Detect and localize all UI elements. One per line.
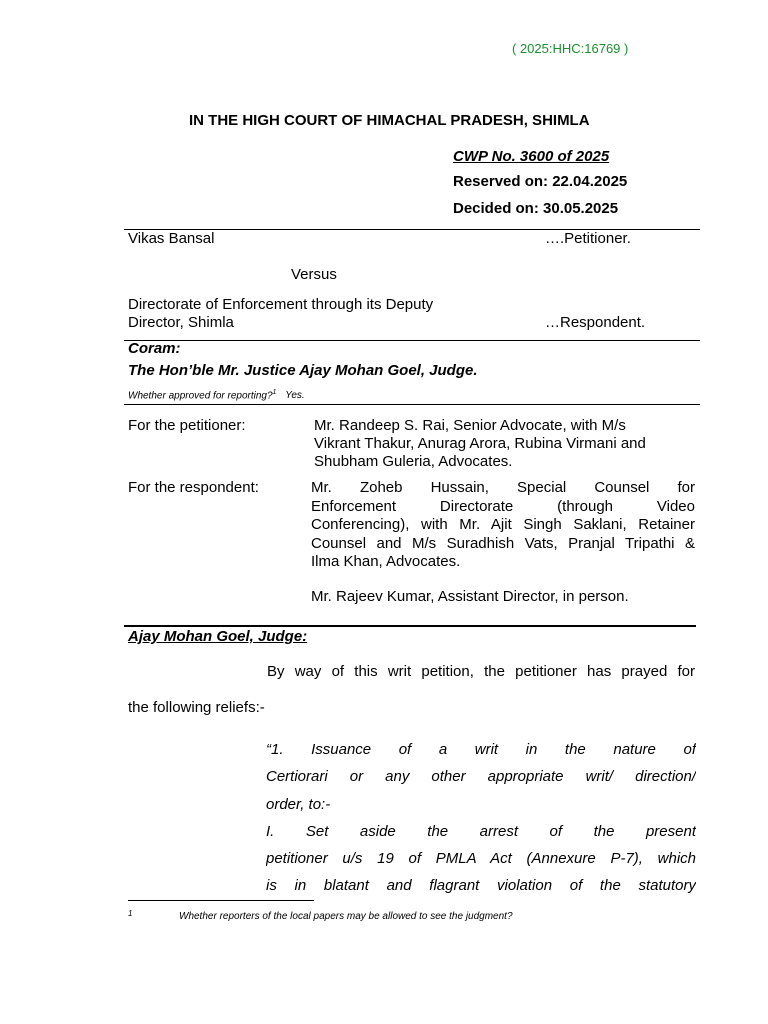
coram-judge: The Hon’ble Mr. Justice Ajay Mohan Goel, Judge. bbox=[128, 362, 478, 379]
footnote-ref: 1 bbox=[272, 389, 277, 396]
divider-parties bbox=[124, 340, 700, 341]
petitioner-counsel-label: For the petitioner: bbox=[128, 417, 246, 434]
respondent-name-line1: Directorate of Enforcement through its Deputy bbox=[128, 296, 434, 313]
footnote-text: Whether reporters of the local papers may be allowed to see the judgment? bbox=[179, 911, 513, 922]
quote-line: petitioner u/s 19 of PMLA Act (Annexure P-7), which bbox=[266, 850, 696, 868]
respondent-counsel-line: Ilma Khan, Advocates. bbox=[311, 553, 461, 570]
respondent-counsel bbox=[311, 479, 695, 572]
neutral-citation: ( 2025:HHC:16769 ) bbox=[512, 41, 629, 56]
reporting-question-text: Whether approved for reporting? bbox=[128, 390, 273, 402]
respondent-counsel-line: Mr. Zoheb Hussain, Special Counsel for bbox=[311, 479, 695, 496]
divider-judgment bbox=[124, 625, 696, 627]
respondent-counsel-line: Counsel and M/s Suradhish Vats, Pranjal Tripathi & bbox=[311, 534, 695, 552]
petitioner-counsel-line: Mr. Randeep S. Rai, Senior Advocate, with M/s bbox=[314, 417, 626, 434]
respondent-counsel-label: For the respondent: bbox=[128, 479, 259, 496]
petitioner-name: Vikas Bansal bbox=[128, 230, 215, 247]
versus-label: Versus bbox=[291, 266, 337, 283]
reserved-date: Reserved on: 22.04.2025 bbox=[453, 173, 628, 190]
petitioner-counsel bbox=[314, 417, 646, 471]
footnote-marker: 1 bbox=[128, 909, 133, 918]
respondent-counsel-line: Conferencing), with Mr. Ajit Singh Saklani, Retainer bbox=[311, 516, 695, 533]
judgment-para-1 bbox=[267, 663, 695, 680]
court-title: IN THE HIGH COURT OF HIMACHAL PRADESH, SHIMLA bbox=[189, 112, 590, 129]
respondent-name-line2: Director, Shimla bbox=[128, 314, 234, 331]
quote-line: I. Set aside the arrest of the present bbox=[266, 822, 696, 840]
reliefs-quote bbox=[266, 736, 696, 900]
quote-line: order, to:- bbox=[266, 795, 331, 813]
respondent-role: …Respondent. bbox=[545, 314, 646, 331]
judgment-author: Ajay Mohan Goel, Judge: bbox=[128, 628, 308, 645]
judgment-para-1-cont: the following reliefs:- bbox=[128, 699, 265, 716]
reporting-question bbox=[128, 389, 305, 401]
quote-line: is in blatant and flagrant violation of the statutory bbox=[266, 877, 696, 895]
divider-coram bbox=[124, 404, 700, 405]
judgment-para-line: By way of this writ petition, the petitioner has prayed for bbox=[267, 663, 695, 680]
footnote-separator bbox=[128, 900, 314, 901]
decided-date: Decided on: 30.05.2025 bbox=[453, 200, 619, 217]
petitioner-counsel-line: Vikrant Thakur, Anurag Arora, Rubina Virmani and bbox=[314, 435, 646, 452]
quote-line: “1. Issuance of a writ in the nature of bbox=[266, 741, 696, 758]
respondent-counsel-line: Enforcement Directorate (through Video bbox=[311, 497, 695, 515]
petitioner-role: ….Petitioner. bbox=[545, 230, 631, 247]
quote-line: Certiorari or any other appropriate writ/ direction/ bbox=[266, 768, 696, 786]
respondent-extra-appearance: Mr. Rajeev Kumar, Assistant Director, in person. bbox=[311, 588, 629, 605]
case-number: CWP No. 3600 of 2025 bbox=[453, 148, 610, 165]
reporting-answer: Yes. bbox=[285, 390, 305, 402]
petitioner-counsel-line: Shubham Guleria, Advocates. bbox=[314, 453, 513, 470]
coram-label: Coram: bbox=[128, 340, 181, 357]
